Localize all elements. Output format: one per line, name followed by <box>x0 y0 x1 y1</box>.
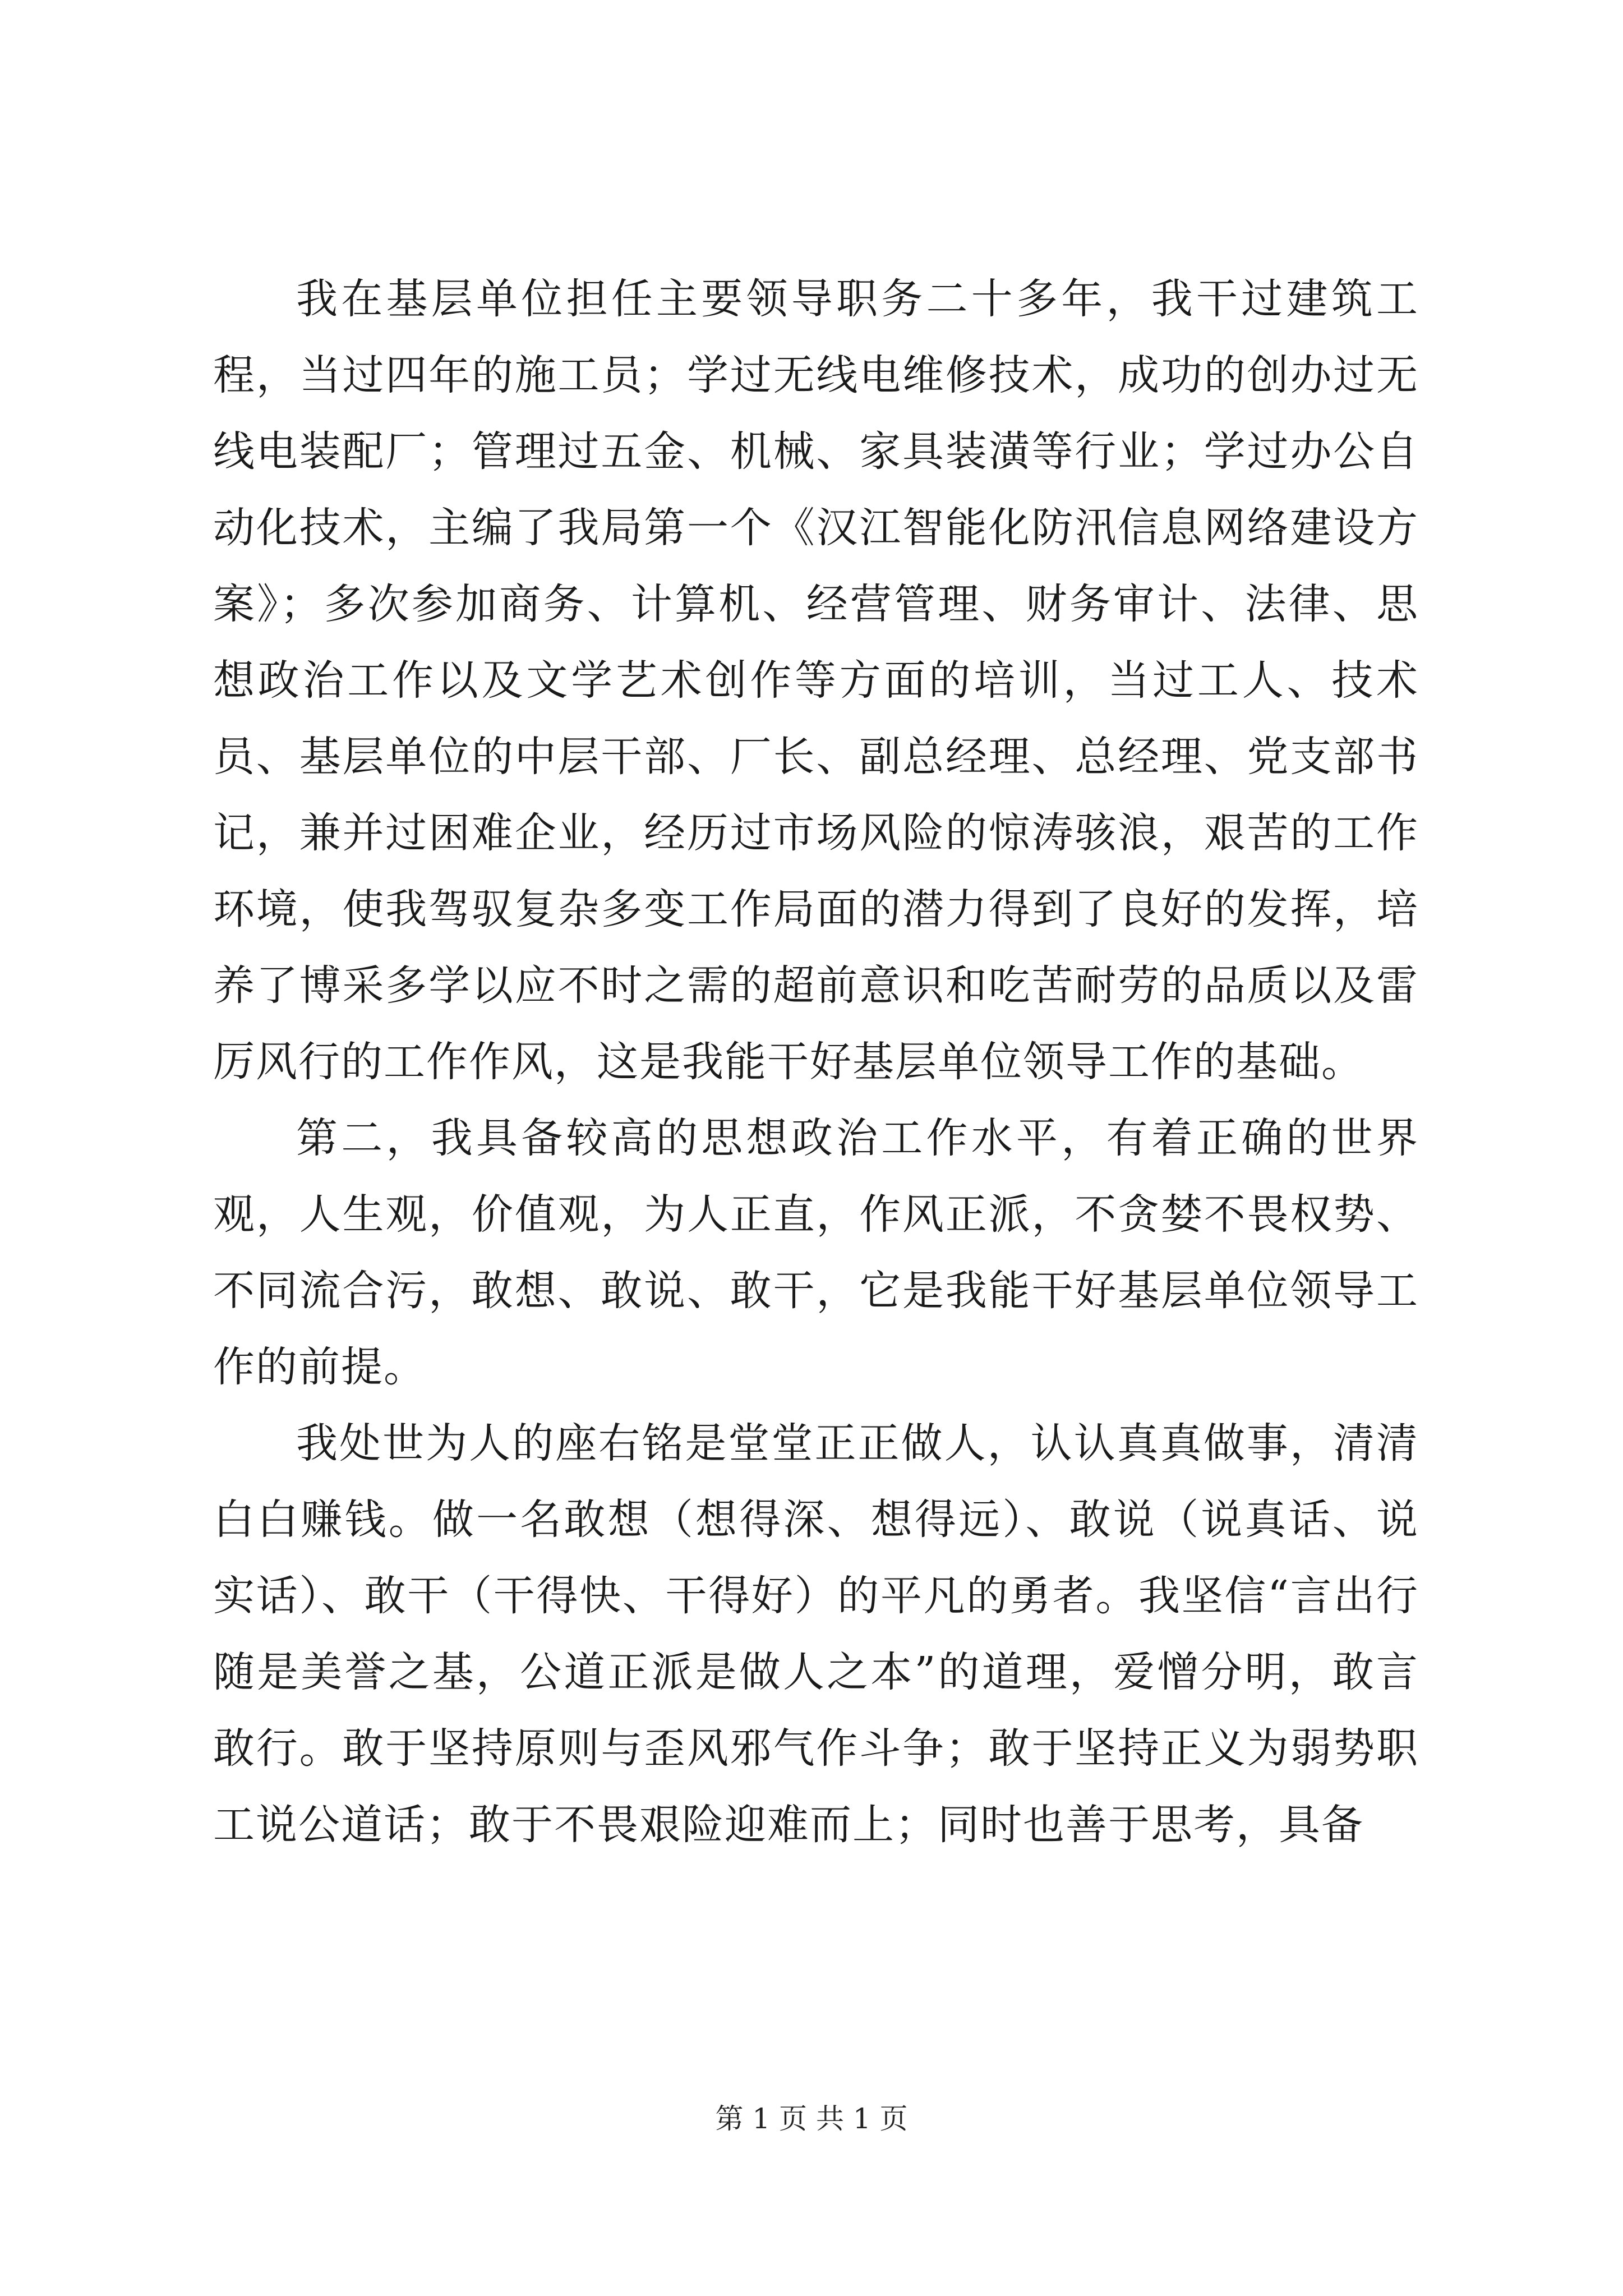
paragraph-experience: 我在基层单位担任主要领导职务二十多年，我干过建筑工程，当过四年的施工员；学过无线电维修技术，成功的创办过无线电装配厂；管理过五金、机械、家具装潢等行业；学过办公自动化技术，主编了我局第一个《汉江智能化防汛信息网络建设方案》；多次参加商务、计算机、经营管理、财务审计、法律、思想政治工作以及文学艺术创作等方面的培训，当过工人、技术员、基层单位的中层干部、厂长、副总经理、总经理、党支部书记，兼并过困难企业，经历过市场风险的惊涛骇浪，艰苦的工作环境，使我驾驭复杂多变工作局面的潜力得到了良好的发挥，培养了博采多学以应不时之需的超前意识和吃苦耐劳的品质以及雷厉风行的工作作风，这是我能干好基层单位领导工作的基础。 <box>213 275 1419 1086</box>
page-footer: 第 1 页 共 1 页 <box>715 2102 908 2135</box>
document-body <box>213 261 1419 1863</box>
paragraph-political-level: 第二，我具备较高的思想政治工作水平，有着正确的世界观，人生观，价值观，为人正直，作风正派，不贪婪不畏权势、不同流合污，敢想、敢说、敢干，它是我能干好基层单位领导工作的前提。 <box>213 1114 1419 1391</box>
paragraph-motto: 我处世为人的座右铭是堂堂正正做人，认认真真做事，清清白白赚钱。做一名敢想（想得深、想得远）、敢说（说真话、说实话）、敢干（干得快、干得好）的平凡的勇者。我坚信“言出行随是美誉之基，公道正派是做人之本”的道理，爱憎分明，敢言敢行。敢于坚持原则与歪风邪气作斗争；敢于坚持正义为弱势职工说公道话；敢于不畏艰险迎难而上；同时也善于思考，具备 <box>213 1419 1419 1849</box>
